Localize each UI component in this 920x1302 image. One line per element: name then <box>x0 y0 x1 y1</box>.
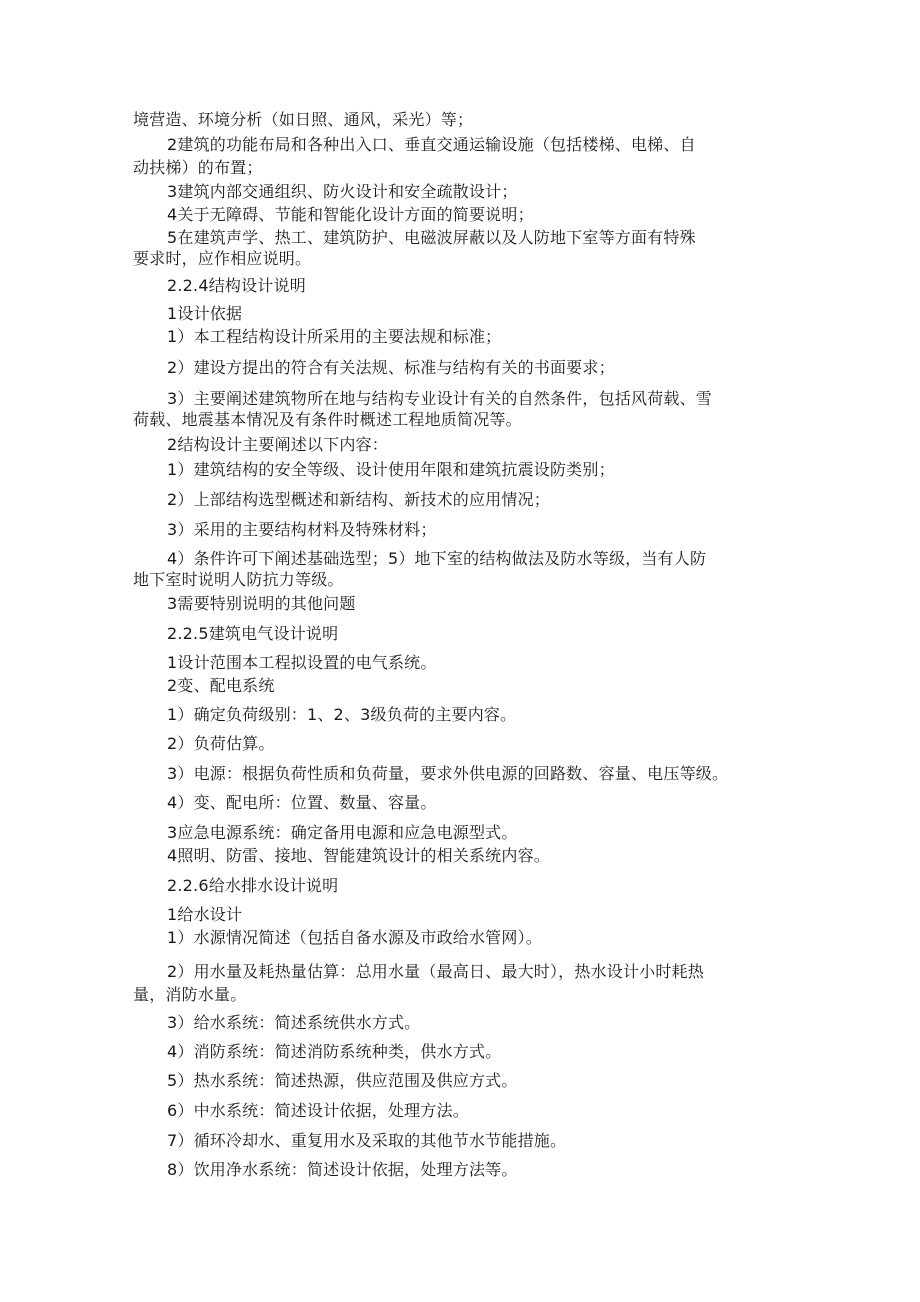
text-line: 1）本工程结构设计所采用的主要法规和标准； <box>167 327 502 346</box>
text-line: 5）热水系统：简述热源，供应范围及供应方式。 <box>167 1071 518 1090</box>
text-line: 量，消防水量。 <box>133 985 247 1004</box>
text-line: 3）电源：根据负荷性质和负荷量，要求外供电源的回路数、容量、电压等级。 <box>167 764 729 783</box>
text-line: 2建筑的功能布局和各种出入口、垂直交通运输设施（包括楼梯、电梯、自 <box>167 135 696 154</box>
text-line: 4）变、配电所：位置、数量、容量。 <box>167 793 437 812</box>
text-line: 境营造、环境分析（如日照、通风，采光）等； <box>133 110 474 129</box>
text-line: 3）主要阐述建筑物所在地与结构专业设计有关的自然条件，包括风荷载、雪 <box>167 389 712 408</box>
text-line: 3）采用的主要结构材料及特殊材料； <box>167 520 437 539</box>
text-line: 3需要特别说明的其他问题 <box>167 594 356 613</box>
text-line: 动扶梯）的布置； <box>133 158 263 177</box>
text-line: 4关于无障碍、节能和智能化设计方面的简要说明； <box>167 205 534 224</box>
text-line: 2）用水量及耗热量估算：总用水量（最高日、最大时），热水设计小时耗热 <box>167 962 704 981</box>
text-line: 6）中水系统：简述设计依据，处理方法。 <box>167 1101 469 1120</box>
text-line: 3）给水系统：简述系统供水方式。 <box>167 1013 421 1032</box>
text-line: 7）循环冷却水、重复用水及采取的其他节水节能措施。 <box>167 1131 567 1150</box>
text-line: 1给水设计 <box>167 905 243 924</box>
text-line: 2结构设计主要阐述以下内容： <box>167 435 388 454</box>
text-line: 8）饮用净水系统：简述设计依据，处理方法等。 <box>167 1160 518 1179</box>
section-heading: 2.2.6给水排水设计说明 <box>167 876 339 895</box>
text-line: 1设计范围本工程拟设置的电气系统。 <box>167 653 437 672</box>
text-line: 2）上部结构选型概述和新结构、新技术的应用情况； <box>167 490 550 509</box>
section-heading: 2.2.4结构设计说明 <box>167 276 306 295</box>
text-line: 1）水源情况简述（包括自备水源及市政给水管网）。 <box>167 928 542 947</box>
text-line: 4）消防系统：简述消防系统种类，供水方式。 <box>167 1042 502 1061</box>
text-line: 2）负荷估算。 <box>167 734 275 753</box>
text-line: 2变、配电系统 <box>167 676 275 695</box>
text-line: 荷载、地震基本情况及有条件时概述工程地质简况等。 <box>133 410 522 429</box>
text-line: 4照明、防雷、接地、智能建筑设计的相关系统内容。 <box>167 846 550 865</box>
text-line: 1设计依据 <box>167 304 243 323</box>
text-line: 3应急电源系统：确定备用电源和应急电源型式。 <box>167 823 518 842</box>
text-line: 地下室时说明人防抗力等级。 <box>133 570 344 589</box>
text-line: 要求时，应作相应说明。 <box>133 249 312 268</box>
text-line: 5在建筑声学、热工、建筑防护、电磁波屏蔽以及人防地下室等方面有特殊 <box>167 228 696 247</box>
text-line: 1）确定负荷级别：1、2、3级负荷的主要内容。 <box>167 705 517 724</box>
section-heading: 2.2.5建筑电气设计说明 <box>167 624 339 643</box>
text-line: 4）条件许可下阐述基础选型；5）地下室的结构做法及防水等级，当有人防 <box>167 549 707 568</box>
text-line: 3建筑内部交通组织、防火设计和安全疏散设计； <box>167 182 518 201</box>
text-line: 2）建设方提出的符合有关法规、标准与结构有关的书面要求； <box>167 358 615 377</box>
text-line: 1）建筑结构的安全等级、设计使用年限和建筑抗震设防类别； <box>167 460 615 479</box>
